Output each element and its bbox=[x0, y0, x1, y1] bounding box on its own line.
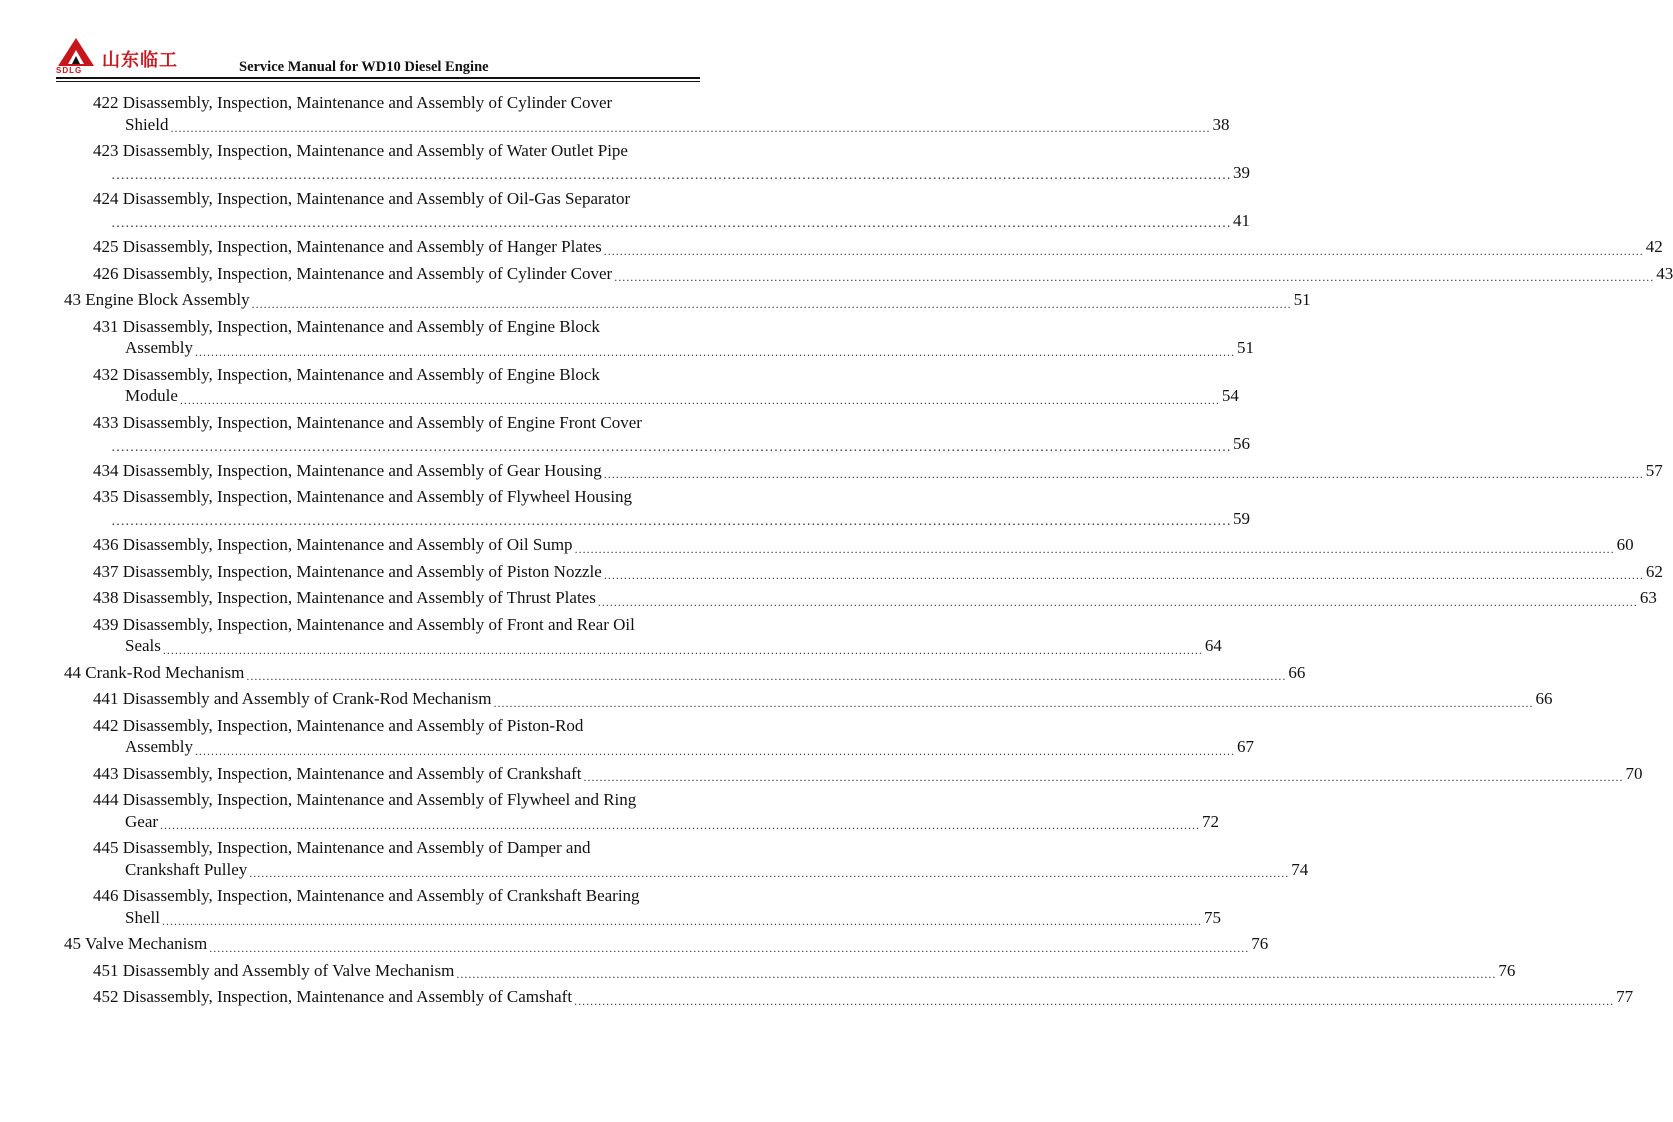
toc-entry-425[interactable] bbox=[64, 236, 1663, 258]
toc-leader-dots: .................................................................................................................................................................................................................................................................... bbox=[209, 940, 1250, 955]
toc-leader-dots: …………………………………………………………………………………………………………………………………………………………………………………………………………………… bbox=[111, 216, 1231, 231]
toc-entry-title: 446 Disassembly, Inspection, Maintenance and Assembly of Crankshaft Bearing bbox=[93, 886, 640, 905]
toc-page-number: 57 bbox=[1645, 460, 1663, 480]
toc-entry-434[interactable] bbox=[64, 460, 1663, 482]
toc-page-number: 43 bbox=[1656, 263, 1673, 283]
toc-entry-title-cont: Seals bbox=[125, 636, 161, 655]
header-rule-thin bbox=[56, 81, 700, 82]
toc-leader-dots: .................................................................................................................................................................................................................................................................... bbox=[161, 914, 1202, 928]
toc-entry-426[interactable] bbox=[64, 263, 1673, 285]
toc-leader-dots: …………………………………………………………………………………………………………………………………………………………………………………………………………………… bbox=[111, 168, 1231, 183]
toc-entry-437[interactable] bbox=[64, 561, 1663, 583]
toc-page-number: 67 bbox=[1237, 737, 1254, 756]
toc-entry-445[interactable] bbox=[64, 837, 1309, 880]
toc-entry-432[interactable] bbox=[64, 364, 1239, 407]
toc-page-number: 54 bbox=[1221, 386, 1239, 405]
toc-page-number: 38 bbox=[1212, 114, 1230, 134]
toc-leader-dots: …………………………………………………………………………………………………………………………………………………………………………………………………………………… bbox=[111, 439, 1231, 455]
toc-leader-dots: .................................................................................................................................................................................................................................................................... bbox=[249, 866, 1290, 880]
toc-entry-442[interactable] bbox=[64, 715, 1254, 758]
toc-leader-dots: .................................................................................................................................................................................................................................................................... bbox=[603, 243, 1644, 258]
toc-entry-45[interactable] bbox=[64, 933, 1269, 955]
toc-entry-title: 433 Disassembly, Inspection, Maintenance and Assembly of Engine Front Cover bbox=[93, 412, 642, 432]
toc-entry-436[interactable] bbox=[64, 534, 1634, 556]
toc-entry-title: 437 Disassembly, Inspection, Maintenance and Assembly of Piston Nozzle bbox=[93, 561, 602, 581]
toc-entry-title: 422 Disassembly, Inspection, Maintenance and Assembly of Cylinder Cover bbox=[93, 93, 613, 112]
toc-entry-title-cont: Shell bbox=[125, 907, 160, 927]
toc-entry-title-cont: Module bbox=[125, 386, 178, 405]
toc-entry-433[interactable] bbox=[64, 412, 1250, 455]
toc-entry-444[interactable] bbox=[64, 789, 1220, 832]
toc-page-number: 60 bbox=[1616, 535, 1634, 554]
toc-entry-44[interactable] bbox=[64, 662, 1306, 684]
toc-entry-443[interactable] bbox=[64, 763, 1643, 785]
toc-entry-title: 444 Disassembly, Inspection, Maintenance and Assembly of Flywheel and Ring bbox=[93, 790, 637, 809]
toc-page-number: 72 bbox=[1202, 811, 1220, 831]
toc-page-number: 77 bbox=[1616, 987, 1634, 1006]
toc-leader-dots: .................................................................................................................................................................................................................................................................... bbox=[493, 695, 1534, 710]
toc-page-number: 51 bbox=[1237, 338, 1254, 357]
toc-page-number: 76 bbox=[1498, 960, 1516, 980]
toc-page-number: 62 bbox=[1645, 561, 1663, 581]
toc-leader-dots: .................................................................................................................................................................................................................................................................... bbox=[603, 467, 1644, 481]
toc-entry-title: 443 Disassembly, Inspection, Maintenance and Assembly of Crankshaft bbox=[93, 763, 582, 783]
toc-entry-title: 452 Disassembly, Inspection, Maintenance and Assembly of Camshaft bbox=[93, 987, 573, 1006]
toc-page-number: 41 bbox=[1233, 210, 1250, 230]
toc-entry-title: 424 Disassembly, Inspection, Maintenance and Assembly of Oil-Gas Separator bbox=[93, 189, 631, 208]
toc-entry-435[interactable] bbox=[64, 486, 1250, 529]
toc-page-number: 63 bbox=[1639, 588, 1657, 607]
toc-entry-422[interactable] bbox=[64, 92, 1230, 135]
header-title: Service Manual for WD10 Diesel Engine bbox=[239, 59, 489, 75]
toc-leader-dots: .................................................................................................................................................................................................................................................................... bbox=[160, 818, 1201, 832]
toc-leader-dots: .................................................................................................................................................................................................................................................................... bbox=[251, 296, 1292, 311]
toc-leader-dots: .................................................................................................................................................................................................................................................................... bbox=[179, 392, 1220, 407]
toc-entry-452[interactable] bbox=[64, 986, 1634, 1008]
toc-leader-dots: …………………………………………………………………………………………………………………………………………………………………………………………………………………… bbox=[111, 514, 1231, 529]
toc-leader-dots: .................................................................................................................................................................................................................................................................... bbox=[162, 642, 1203, 657]
table-of-contents bbox=[64, 92, 1673, 1013]
toc-entry-438[interactable] bbox=[64, 587, 1657, 609]
toc-entry-423[interactable] bbox=[64, 140, 1250, 183]
header-rule-thick bbox=[56, 77, 700, 79]
toc-page-number: 70 bbox=[1625, 763, 1643, 783]
toc-entry-title: 426 Disassembly, Inspection, Maintenance and Assembly of Cylinder Cover bbox=[93, 263, 613, 283]
toc-page-number: 51 bbox=[1293, 290, 1311, 309]
toc-entry-441[interactable] bbox=[64, 688, 1553, 710]
toc-page-number: 39 bbox=[1233, 162, 1250, 182]
toc-entry-title: 435 Disassembly, Inspection, Maintenance and Assembly of Flywheel Housing bbox=[93, 487, 633, 506]
toc-page-number: 66 bbox=[1535, 689, 1553, 708]
toc-entry-title: 432 Disassembly, Inspection, Maintenance and Assembly of Engine Block bbox=[93, 364, 600, 384]
toc-leader-dots: .................................................................................................................................................................................................................................................................... bbox=[170, 121, 1211, 135]
toc-entry-446[interactable] bbox=[64, 885, 1221, 928]
toc-entry-title: 439 Disassembly, Inspection, Maintenance and Assembly of Front and Rear Oil bbox=[93, 614, 635, 634]
toc-leader-dots: .................................................................................................................................................................................................................................................................... bbox=[583, 770, 1624, 784]
toc-page-number: 66 bbox=[1288, 662, 1306, 682]
toc-leader-dots: .................................................................................................................................................................................................................................................................... bbox=[597, 594, 1638, 609]
toc-entry-title-cont: Assembly bbox=[125, 338, 193, 357]
toc-page-number: 59 bbox=[1233, 508, 1250, 528]
toc-page-number: 75 bbox=[1203, 907, 1221, 927]
toc-entry-424[interactable] bbox=[64, 188, 1250, 231]
toc-entry-title: 436 Disassembly, Inspection, Maintenance and Assembly of Oil Sump bbox=[93, 535, 573, 554]
toc-leader-dots: .................................................................................................................................................................................................................................................................... bbox=[614, 270, 1655, 284]
toc-entry-title-cont: Crankshaft Pulley bbox=[125, 859, 248, 879]
logo-english-text: SDLG bbox=[56, 66, 83, 75]
toc-entry-title: 438 Disassembly, Inspection, Maintenance and Assembly of Thrust Plates bbox=[93, 588, 596, 607]
toc-entry-title: 425 Disassembly, Inspection, Maintenance and Assembly of Hanger Plates bbox=[93, 237, 602, 256]
toc-page-number: 42 bbox=[1645, 237, 1663, 256]
toc-page-number: 64 bbox=[1204, 636, 1222, 655]
toc-leader-dots: .................................................................................................................................................................................................................................................................... bbox=[246, 669, 1287, 683]
toc-leader-dots: .................................................................................................................................................................................................................................................................... bbox=[603, 568, 1644, 582]
toc-entry-451[interactable] bbox=[64, 960, 1516, 982]
toc-entry-title: 45 Valve Mechanism bbox=[64, 934, 208, 953]
toc-leader-dots: .................................................................................................................................................................................................................................................................... bbox=[195, 344, 1235, 359]
toc-page-number: 74 bbox=[1291, 859, 1309, 879]
toc-entry-title: 445 Disassembly, Inspection, Maintenance and Assembly of Damper and bbox=[93, 838, 591, 857]
toc-page-number: 56 bbox=[1233, 434, 1250, 453]
toc-entry-title: 451 Disassembly and Assembly of Valve Mechanism bbox=[93, 960, 455, 980]
toc-entry-title: 43 Engine Block Assembly bbox=[64, 290, 250, 309]
toc-entry-title: 44 Crank-Rod Mechanism bbox=[64, 662, 245, 682]
toc-entry-title-cont: Assembly bbox=[125, 737, 193, 756]
logo-chinese-text: 山东临工 bbox=[102, 50, 178, 71]
toc-entry-43[interactable] bbox=[64, 289, 1311, 311]
toc-leader-dots: .................................................................................................................................................................................................................................................................... bbox=[456, 967, 1497, 981]
toc-entry-title-cont: Shield bbox=[125, 114, 169, 134]
toc-page-number: 76 bbox=[1251, 934, 1269, 953]
toc-entry-title: 434 Disassembly, Inspection, Maintenance and Assembly of Gear Housing bbox=[93, 460, 602, 480]
toc-entry-title: 441 Disassembly and Assembly of Crank-Rod Mechanism bbox=[93, 689, 492, 708]
toc-entry-title: 431 Disassembly, Inspection, Maintenance and Assembly of Engine Block bbox=[93, 316, 600, 336]
toc-leader-dots: .................................................................................................................................................................................................................................................................... bbox=[574, 993, 1615, 1008]
toc-leader-dots: .................................................................................................................................................................................................................................................................... bbox=[195, 743, 1235, 758]
toc-entry-439[interactable] bbox=[64, 614, 1222, 657]
toc-entry-431[interactable] bbox=[64, 316, 1254, 359]
toc-entry-title-cont: Gear bbox=[125, 811, 159, 831]
toc-entry-title: 442 Disassembly, Inspection, Maintenance and Assembly of Piston-Rod bbox=[93, 715, 584, 735]
toc-entry-title: 423 Disassembly, Inspection, Maintenance and Assembly of Water Outlet Pipe bbox=[93, 141, 628, 160]
toc-leader-dots: .................................................................................................................................................................................................................................................................... bbox=[574, 541, 1615, 556]
